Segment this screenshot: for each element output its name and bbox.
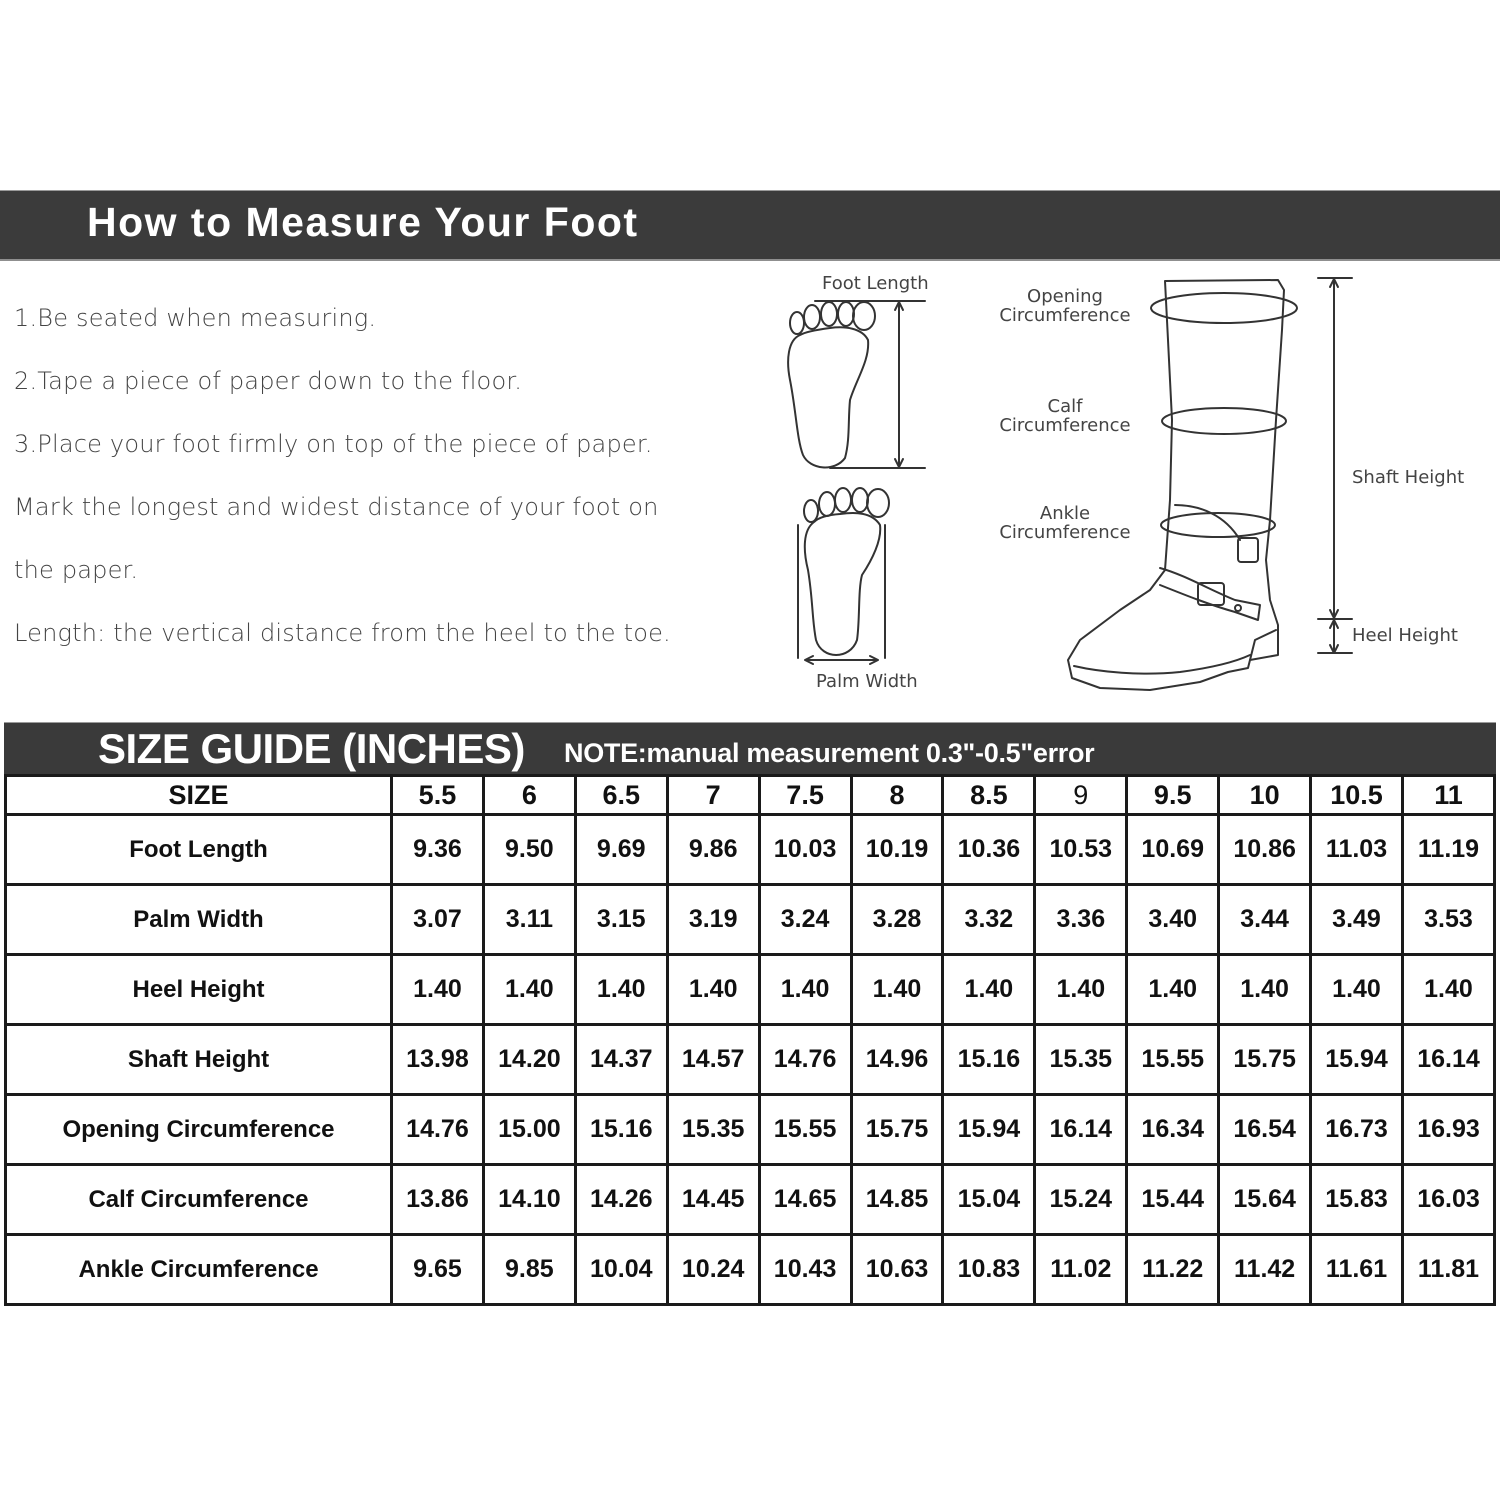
value-cell: 11.81: [1402, 1235, 1494, 1305]
size-header-label: SIZE: [6, 776, 392, 815]
table-row: [6, 1095, 1495, 1165]
row-label: Opening Circumference: [6, 1095, 392, 1165]
value-cell: 3.53: [1402, 885, 1494, 955]
size-header-cell: 9: [1035, 776, 1127, 815]
calf-circumference-label: [990, 397, 1140, 435]
value-cell: 9.65: [392, 1235, 484, 1305]
table-row: [6, 815, 1495, 885]
instruction-line: 1.Be seated when measuring.: [14, 304, 377, 332]
row-label: Calf Circumference: [6, 1165, 392, 1235]
foot-length-label: Foot Length: [822, 273, 929, 294]
table-row: [6, 1025, 1495, 1095]
value-cell: 16.73: [1311, 1095, 1403, 1165]
value-cell: 14.45: [667, 1165, 759, 1235]
value-cell: 16.54: [1219, 1095, 1311, 1165]
value-cell: 15.16: [943, 1025, 1035, 1095]
ankle-circumference-label: [990, 504, 1140, 542]
value-cell: 10.36: [943, 815, 1035, 885]
table-row: [6, 955, 1495, 1025]
opening-label-line2: Circumference: [999, 305, 1131, 326]
value-cell: 16.03: [1402, 1165, 1494, 1235]
value-cell: 3.07: [392, 885, 484, 955]
value-cell: 14.76: [392, 1095, 484, 1165]
ankle-label-line2: Circumference: [999, 522, 1131, 543]
size-header-cell: 5.5: [392, 776, 484, 815]
value-cell: 11.42: [1219, 1235, 1311, 1305]
value-cell: 1.40: [483, 955, 575, 1025]
value-cell: 1.40: [1035, 955, 1127, 1025]
value-cell: 15.94: [943, 1095, 1035, 1165]
instruction-line: Length: the vertical distance from the heel to the toe.: [14, 619, 671, 647]
size-guide-note: NOTE:manual measurement 0.3"-0.5"error: [564, 738, 1095, 768]
value-cell: 14.96: [851, 1025, 943, 1095]
value-cell: 3.40: [1127, 885, 1219, 955]
value-cell: 1.40: [392, 955, 484, 1025]
value-cell: 15.24: [1035, 1165, 1127, 1235]
value-cell: 1.40: [943, 955, 1035, 1025]
value-cell: 15.00: [483, 1095, 575, 1165]
value-cell: 9.86: [667, 815, 759, 885]
value-cell: 14.85: [851, 1165, 943, 1235]
value-cell: 13.86: [392, 1165, 484, 1235]
size-header-cell: 10.5: [1311, 776, 1403, 815]
value-cell: 1.40: [1311, 955, 1403, 1025]
value-cell: 13.98: [392, 1025, 484, 1095]
value-cell: 10.69: [1127, 815, 1219, 885]
calf-label-line1: Calf: [1047, 396, 1083, 417]
value-cell: 9.36: [392, 815, 484, 885]
value-cell: 3.49: [1311, 885, 1403, 955]
size-header-cell: 6.5: [575, 776, 667, 815]
ankle-label-line1: Ankle: [1039, 503, 1091, 524]
size-header-cell: 8.5: [943, 776, 1035, 815]
value-cell: 15.94: [1311, 1025, 1403, 1095]
size-header-cell: 11: [1402, 776, 1494, 815]
value-cell: 10.43: [759, 1235, 851, 1305]
value-cell: 1.40: [575, 955, 667, 1025]
size-header-row: [6, 776, 1495, 815]
value-cell: 1.40: [851, 955, 943, 1025]
value-cell: 3.32: [943, 885, 1035, 955]
value-cell: 15.55: [1127, 1025, 1219, 1095]
value-cell: 10.83: [943, 1235, 1035, 1305]
instruction-line: the paper.: [14, 556, 139, 584]
value-cell: 3.19: [667, 885, 759, 955]
value-cell: 1.40: [1219, 955, 1311, 1025]
table-row: [6, 885, 1495, 955]
value-cell: 15.55: [759, 1095, 851, 1165]
value-cell: 14.57: [667, 1025, 759, 1095]
value-cell: 10.19: [851, 815, 943, 885]
value-cell: 3.36: [1035, 885, 1127, 955]
table-row: [6, 1235, 1495, 1305]
table-row: [6, 1165, 1495, 1235]
instruction-line: 2.Tape a piece of paper down to the floor.: [14, 367, 523, 395]
value-cell: 15.64: [1219, 1165, 1311, 1235]
value-cell: 9.85: [483, 1235, 575, 1305]
value-cell: 15.75: [1219, 1025, 1311, 1095]
palm-width-diagram-icon: [798, 488, 889, 664]
row-label: Heel Height: [6, 955, 392, 1025]
size-header-cell: 7.5: [759, 776, 851, 815]
measurement-illustrations: [0, 0, 1500, 720]
banner-title: How to Measure Your Foot: [87, 199, 639, 245]
value-cell: 3.28: [851, 885, 943, 955]
value-cell: 10.86: [1219, 815, 1311, 885]
calf-label-line2: Circumference: [999, 415, 1131, 436]
row-label: Palm Width: [6, 885, 392, 955]
value-cell: 11.03: [1311, 815, 1403, 885]
size-header-cell: 6: [483, 776, 575, 815]
opening-circumference-label: [990, 287, 1140, 325]
value-cell: 10.24: [667, 1235, 759, 1305]
row-label: Shaft Height: [6, 1025, 392, 1095]
value-cell: 16.93: [1402, 1095, 1494, 1165]
value-cell: 10.04: [575, 1235, 667, 1305]
size-table: [4, 774, 1496, 1306]
value-cell: 9.69: [575, 815, 667, 885]
value-cell: 3.44: [1219, 885, 1311, 955]
value-cell: 3.11: [483, 885, 575, 955]
value-cell: 1.40: [759, 955, 851, 1025]
value-cell: 11.22: [1127, 1235, 1219, 1305]
size-guide-title: SIZE GUIDE (INCHES): [98, 725, 525, 772]
value-cell: 15.16: [575, 1095, 667, 1165]
value-cell: 14.10: [483, 1165, 575, 1235]
row-label: Ankle Circumference: [6, 1235, 392, 1305]
value-cell: 9.50: [483, 815, 575, 885]
opening-label-line1: Opening: [1027, 286, 1103, 307]
palm-width-label: Palm Width: [816, 671, 918, 692]
heel-height-label: Heel Height: [1352, 625, 1458, 646]
value-cell: 1.40: [1127, 955, 1219, 1025]
size-header-cell: 7: [667, 776, 759, 815]
value-cell: 16.34: [1127, 1095, 1219, 1165]
size-header-cell: 8: [851, 776, 943, 815]
value-cell: 11.02: [1035, 1235, 1127, 1305]
value-cell: 1.40: [1402, 955, 1494, 1025]
value-cell: 10.63: [851, 1235, 943, 1305]
value-cell: 14.26: [575, 1165, 667, 1235]
shaft-height-label: Shaft Height: [1352, 467, 1465, 488]
value-cell: 14.20: [483, 1025, 575, 1095]
value-cell: 3.15: [575, 885, 667, 955]
value-cell: 15.44: [1127, 1165, 1219, 1235]
size-guide-bar: [4, 722, 1496, 775]
value-cell: 11.19: [1402, 815, 1494, 885]
value-cell: 1.40: [667, 955, 759, 1025]
size-header-cell: 10: [1219, 776, 1311, 815]
value-cell: 15.35: [667, 1095, 759, 1165]
height-ruler-icon: [1318, 278, 1352, 653]
value-cell: 16.14: [1035, 1095, 1127, 1165]
value-cell: 14.76: [759, 1025, 851, 1095]
foot-length-diagram-icon: [788, 301, 925, 468]
value-cell: 16.14: [1402, 1025, 1494, 1095]
boot-diagram-icon: [1068, 280, 1297, 690]
instruction-line: Mark the longest and widest distance of your foot on: [14, 493, 659, 521]
value-cell: 15.35: [1035, 1025, 1127, 1095]
row-label: Foot Length: [6, 815, 392, 885]
value-cell: 10.53: [1035, 815, 1127, 885]
value-cell: 14.65: [759, 1165, 851, 1235]
value-cell: 3.24: [759, 885, 851, 955]
value-cell: 10.03: [759, 815, 851, 885]
value-cell: 15.75: [851, 1095, 943, 1165]
value-cell: 15.04: [943, 1165, 1035, 1235]
size-header-cell: 9.5: [1127, 776, 1219, 815]
instruction-line: 3.Place your foot firmly on top of the piece of paper.: [14, 430, 653, 458]
value-cell: 15.83: [1311, 1165, 1403, 1235]
value-cell: 11.61: [1311, 1235, 1403, 1305]
value-cell: 14.37: [575, 1025, 667, 1095]
